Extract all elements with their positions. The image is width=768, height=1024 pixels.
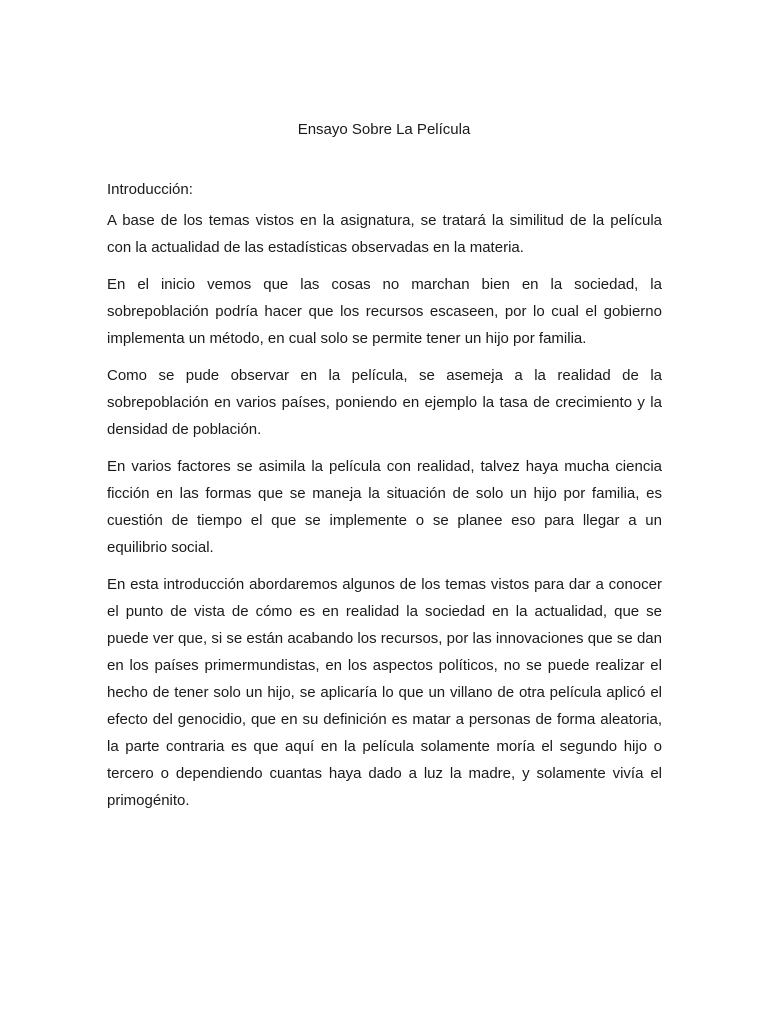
section-label-introduction: Introducción: — [107, 181, 193, 198]
paragraph-2: En el inicio vemos que las cosas no marchan bien en la sociedad, la sobrepoblación podría hacer que los recursos escaseen, por lo cual el gobierno implementa un método, en cual solo se permite tener un hijo por familia. — [107, 276, 662, 347]
paragraph-1: A base de los temas vistos en la asignatura, se tratará la similitud de la película con la actualidad de las estadísticas observadas en la materia. — [107, 212, 662, 256]
document-title: Ensayo Sobre La Película — [297, 121, 471, 138]
paragraph-4: En varios factores se asimila la película con realidad, talvez haya mucha ciencia ficción en las formas que se maneja la situación de solo un hijo por familia, es cuestión de tiempo el que se implemente o se planee eso para llegar a un equilibrio social. — [107, 458, 662, 556]
paragraph-3: Como se pude observar en la película, se asemeja a la realidad de la sobrepoblación en varios países, poniendo en ejemplo la tasa de crecimiento y la densidad de población. — [107, 367, 662, 438]
document-body — [107, 207, 662, 824]
paragraph-5: En esta introducción abordaremos algunos de los temas vistos para dar a conocer el punto de vista de cómo es en realidad la sociedad en la actualidad, que se puede ver que, si se están acabando los recursos, por las innovaciones que se dan en los países primermundistas, en los aspectos políticos, no se puede realizar el hecho de tener solo un hijo, se aplicaría lo que un villano de otra película aplicó el efecto del genocidio, que en su definición es matar a personas de forma aleatoria, la parte contraria es que aquí en la película solamente moría el segundo hijo o tercero o dependiendo cuantas haya dado a luz la madre, y solamente vivía el primogénito. — [107, 576, 662, 809]
